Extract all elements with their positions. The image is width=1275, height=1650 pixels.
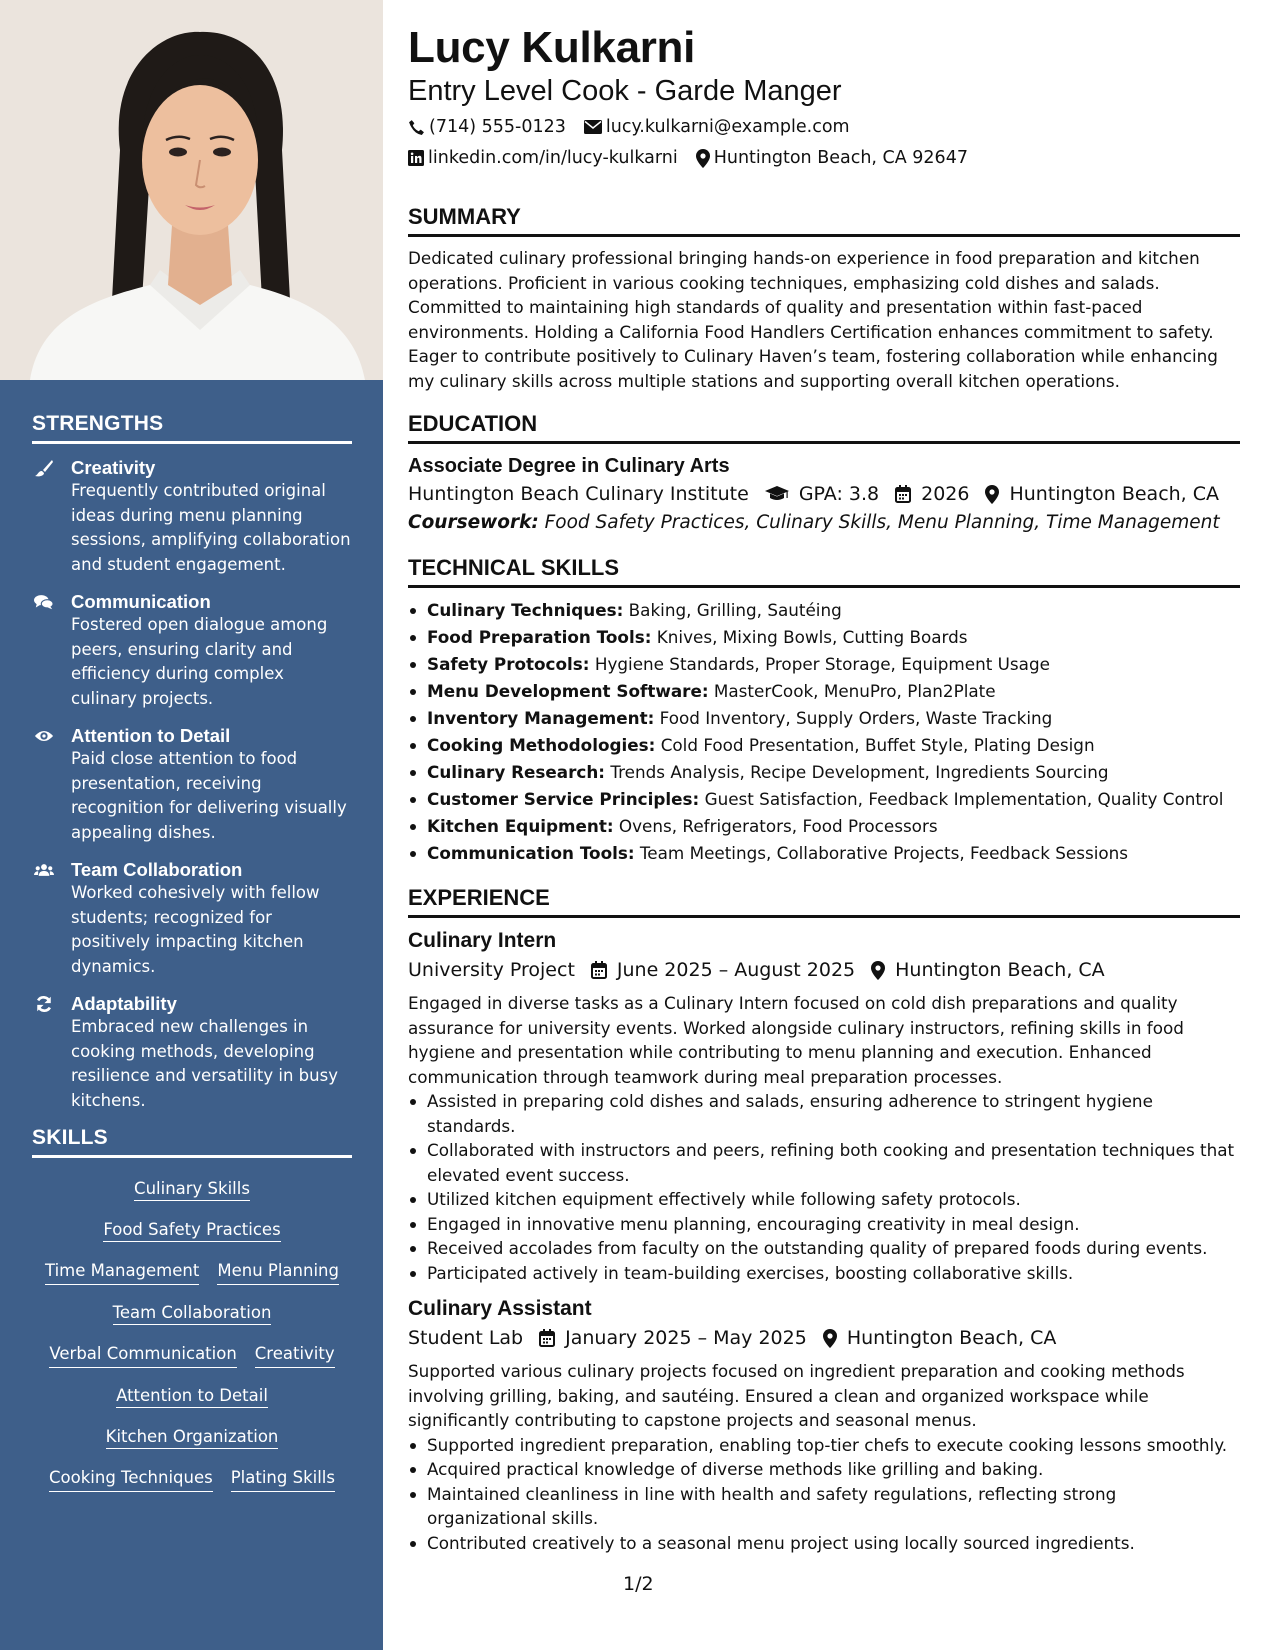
skill-category: Inventory Management: bbox=[427, 708, 655, 728]
skill-category: Food Preparation Tools: bbox=[427, 627, 652, 647]
job-bullets bbox=[408, 1433, 1240, 1556]
experience-heading: EXPERIENCE bbox=[408, 885, 1240, 918]
strength-title: Adaptability bbox=[71, 993, 177, 1014]
skill-tag: Time Management bbox=[45, 1260, 199, 1285]
strength-description: Fostered open dialogue among peers, ensuring clarity and efficiency during complex culinary projects. bbox=[71, 615, 328, 708]
technical-skills-list bbox=[408, 597, 1240, 867]
eye-icon bbox=[34, 727, 54, 745]
skill-values: Team Meetings, Collaborative Projects, Feedback Sessions bbox=[639, 843, 1129, 863]
skill-tag-row bbox=[32, 1219, 352, 1243]
skill-values: Baking, Grilling, Sautéing bbox=[628, 600, 842, 620]
envelope-icon bbox=[584, 120, 602, 134]
skill-tag-row bbox=[32, 1426, 352, 1450]
job-entry bbox=[408, 927, 1240, 1285]
job-location bbox=[823, 1323, 1057, 1353]
skill-values: Ovens, Refrigerators, Food Processors bbox=[618, 816, 938, 836]
calendar-icon bbox=[591, 961, 607, 979]
technical-skills-heading: TECHNICAL SKILLS bbox=[408, 555, 1240, 588]
education-school bbox=[408, 479, 749, 509]
strength-description: Embraced new challenges in cooking methods, developing resilience and versatility in busy kitchens. bbox=[71, 1017, 338, 1110]
skill-tag: Creativity bbox=[255, 1343, 335, 1368]
skill-values: MasterCook, MenuPro, Plan2Plate bbox=[713, 681, 996, 701]
strength-title: Team Collaboration bbox=[71, 859, 243, 880]
job-title: Culinary Assistant bbox=[408, 1297, 592, 1320]
calendar-icon bbox=[539, 1329, 555, 1347]
skill-category: Culinary Research: bbox=[427, 762, 605, 782]
map-pin-icon bbox=[696, 149, 710, 168]
contact-phone[interactable] bbox=[408, 115, 566, 139]
job-org bbox=[408, 955, 575, 985]
job-description: Supported various culinary projects focused on ingredient preparation and cooking methods involving grilling, baking, and sautéing. Ensured a clean and organized workspace while significantly contributing to capstone projects and seasonal menus. bbox=[408, 1361, 1185, 1430]
skill-tag: Team Collaboration bbox=[113, 1303, 272, 1325]
strength-title: Communication bbox=[71, 591, 211, 612]
comments-icon bbox=[34, 593, 54, 611]
linkedin-text: linkedin.com/in/lucy-kulkarni bbox=[428, 148, 678, 168]
education-heading: EDUCATION bbox=[408, 411, 1240, 444]
list-item bbox=[408, 705, 1240, 732]
list-item: Assisted in preparing cold dishes and salads, ensuring adherence to stringent hygiene standards. bbox=[408, 1089, 1240, 1138]
profile-photo bbox=[0, 0, 383, 380]
coursework-text: Food Safety Practices, Culinary Skills, Menu Planning, Time Management bbox=[544, 512, 1220, 533]
calendar-icon bbox=[895, 485, 911, 503]
list-item bbox=[408, 840, 1240, 867]
skill-values: Trends Analysis, Recipe Development, Ingredients Sourcing bbox=[610, 762, 1109, 782]
skill-category: Kitchen Equipment: bbox=[427, 816, 614, 836]
skill-tags bbox=[32, 1170, 352, 1492]
org-text: University Project bbox=[408, 959, 575, 981]
dates-text: June 2025 – August 2025 bbox=[616, 959, 856, 981]
strength-item bbox=[32, 858, 352, 979]
list-item bbox=[408, 624, 1240, 651]
brush-icon bbox=[34, 459, 54, 477]
portrait-illustration bbox=[0, 0, 383, 380]
candidate-title: Entry Level Cook - Garde Manger bbox=[408, 75, 842, 107]
map-pin-icon bbox=[871, 961, 885, 980]
job-title: Culinary Intern bbox=[408, 929, 557, 952]
education-year bbox=[895, 479, 969, 509]
list-item: Received accolades from faculty on the outstanding quality of prepared foods during events. bbox=[408, 1236, 1240, 1261]
phone-text: (714) 555-0123 bbox=[429, 117, 566, 137]
main-content bbox=[408, 22, 1240, 1565]
education-location-text: Huntington Beach, CA bbox=[1009, 483, 1220, 505]
skill-category: Menu Development Software: bbox=[427, 681, 709, 701]
skill-values: Cold Food Presentation, Buffet Style, Plating Design bbox=[660, 735, 1095, 755]
contact-location bbox=[696, 146, 968, 170]
list-item: Collaborated with instructors and peers, refining both cooking and presentation techniques that elevated event success. bbox=[408, 1138, 1240, 1187]
list-item: Contributed creatively to a seasonal menu project using locally sourced ingredients. bbox=[408, 1531, 1240, 1556]
job-dates bbox=[591, 955, 855, 985]
linkedin-icon bbox=[408, 150, 424, 166]
list-item: Engaged in innovative menu planning, encouraging creativity in meal design. bbox=[408, 1212, 1240, 1237]
strengths-heading: STRENGTHS bbox=[32, 412, 352, 444]
skill-tag: Attention to Detail bbox=[116, 1386, 268, 1408]
skill-tag: Kitchen Organization bbox=[106, 1427, 279, 1449]
summary-heading: SUMMARY bbox=[408, 204, 1240, 237]
skill-tag-row bbox=[32, 1302, 352, 1326]
year-text: 2026 bbox=[921, 483, 970, 505]
list-item bbox=[408, 759, 1240, 786]
map-pin-icon bbox=[823, 1329, 837, 1348]
contact-line bbox=[408, 115, 1240, 139]
candidate-name: Lucy Kulkarni bbox=[408, 23, 696, 72]
list-item: Acquired practical knowledge of diverse methods like grilling and baking. bbox=[408, 1457, 1240, 1482]
education-gpa bbox=[765, 479, 879, 509]
skill-category: Customer Service Principles: bbox=[427, 789, 700, 809]
job-org bbox=[408, 1323, 523, 1353]
list-item bbox=[408, 786, 1240, 813]
sidebar bbox=[0, 0, 383, 1650]
skill-values: Hygiene Standards, Proper Storage, Equipment Usage bbox=[594, 654, 1050, 674]
coursework-label: Coursework: bbox=[408, 512, 539, 533]
phone-icon bbox=[408, 119, 425, 136]
contact-line bbox=[408, 146, 1240, 170]
strength-title: Creativity bbox=[71, 457, 156, 478]
strength-description: Worked cohesively with fellow students; recognized for positively impacting kitchen dynamics. bbox=[71, 883, 320, 976]
location-text: Huntington Beach, CA 92647 bbox=[713, 148, 968, 168]
skill-tag: Plating Skills bbox=[231, 1467, 335, 1492]
list-item: Participated actively in team-building exercises, boosting collaborative skills. bbox=[408, 1261, 1240, 1286]
education-meta bbox=[408, 479, 1240, 509]
strength-item bbox=[32, 992, 352, 1113]
skill-tag: Food Safety Practices bbox=[103, 1220, 280, 1242]
strength-description: Frequently contributed original ideas during menu planning sessions, amplifying collaboration and student engagement. bbox=[71, 481, 351, 574]
sidebar-body bbox=[32, 412, 352, 1492]
job-dates bbox=[539, 1323, 807, 1353]
gpa-text: GPA: 3.8 bbox=[798, 483, 880, 505]
strength-description: Paid close attention to food presentation, receiving recognition for delivering visually appealing dishes. bbox=[71, 749, 347, 842]
skill-tag: Menu Planning bbox=[217, 1260, 339, 1285]
skills-heading: SKILLS bbox=[32, 1126, 352, 1158]
skill-category: Cooking Methodologies: bbox=[427, 735, 656, 755]
skill-values: Guest Satisfaction, Feedback Implementation, Quality Control bbox=[704, 789, 1224, 809]
job-entry bbox=[408, 1295, 1240, 1555]
skill-tag: Culinary Skills bbox=[134, 1179, 250, 1201]
list-item: Maintained cleanliness in line with health and safety regulations, reflecting strong organizational skills. bbox=[408, 1482, 1240, 1531]
coursework-line bbox=[408, 509, 1240, 537]
job-meta bbox=[408, 1323, 1240, 1353]
users-icon bbox=[34, 861, 54, 879]
skill-tag: Verbal Communication bbox=[49, 1343, 236, 1368]
skill-category: Culinary Techniques: bbox=[427, 600, 624, 620]
skill-tag-row bbox=[32, 1385, 352, 1409]
school-text: Huntington Beach Culinary Institute bbox=[408, 483, 749, 505]
skill-values: Food Inventory, Supply Orders, Waste Tracking bbox=[659, 708, 1053, 728]
contact-linkedin[interactable] bbox=[408, 146, 678, 170]
skill-category: Communication Tools: bbox=[427, 843, 635, 863]
skill-tag: Cooking Techniques bbox=[49, 1467, 213, 1492]
skill-category: Safety Protocols: bbox=[427, 654, 590, 674]
job-location-text: Huntington Beach, CA bbox=[895, 959, 1105, 981]
map-pin-icon bbox=[985, 485, 999, 504]
list-item bbox=[408, 678, 1240, 705]
page-number: 1/2 bbox=[623, 1573, 654, 1595]
sync-icon bbox=[34, 995, 54, 1013]
skills-section bbox=[32, 1126, 352, 1492]
job-bullets bbox=[408, 1089, 1240, 1285]
graduation-cap-icon bbox=[765, 486, 789, 503]
list-item bbox=[408, 597, 1240, 624]
list-item: Supported ingredient preparation, enabling top-tier chefs to execute cooking lessons smoothly. bbox=[408, 1433, 1240, 1458]
strength-item bbox=[32, 456, 352, 577]
email-text: lucy.kulkarni@example.com bbox=[605, 117, 850, 137]
list-item bbox=[408, 813, 1240, 840]
job-description: Engaged in diverse tasks as a Culinary Intern focused on cold dish preparations and quality assurance for university events. Worked alongside culinary instructors, refining skills in food hygiene and presentation while contributing to menu planning and execution. Enhanced communication through teamwork during meal preparation processes. bbox=[408, 993, 1184, 1087]
job-meta bbox=[408, 955, 1240, 985]
org-text: Student Lab bbox=[408, 1327, 524, 1349]
skill-tag-row bbox=[32, 1178, 352, 1202]
summary-text: Dedicated culinary professional bringing hands-on experience in food preparation and kitchen operations. Proficient in various cooking techniques, emphasizing cold dishes and salads. Committed to maintaining high standards of quality and presentation within fast-paced environments. Holding a California Food Handlers Certification enhances commitment to safety. Eager to contribute positively to Culinary Haven’s team, fostering collaboration while enhancing my culinary skills across multiple stations and supporting overall kitchen operations. bbox=[408, 248, 1218, 391]
list-item: Utilized kitchen equipment effectively while following safety protocols. bbox=[408, 1187, 1240, 1212]
list-item bbox=[408, 732, 1240, 759]
strength-item bbox=[32, 724, 352, 845]
education-location bbox=[985, 479, 1219, 509]
skill-values: Knives, Mixing Bowls, Cutting Boards bbox=[656, 627, 968, 647]
dates-text: January 2025 – May 2025 bbox=[565, 1327, 807, 1349]
contact-email[interactable] bbox=[584, 115, 850, 139]
strength-title: Attention to Detail bbox=[71, 725, 231, 746]
job-location-text: Huntington Beach, CA bbox=[846, 1327, 1057, 1349]
education-degree: Associate Degree in Culinary Arts bbox=[408, 455, 730, 477]
list-item bbox=[408, 651, 1240, 678]
strength-item bbox=[32, 590, 352, 711]
job-location bbox=[871, 955, 1105, 985]
